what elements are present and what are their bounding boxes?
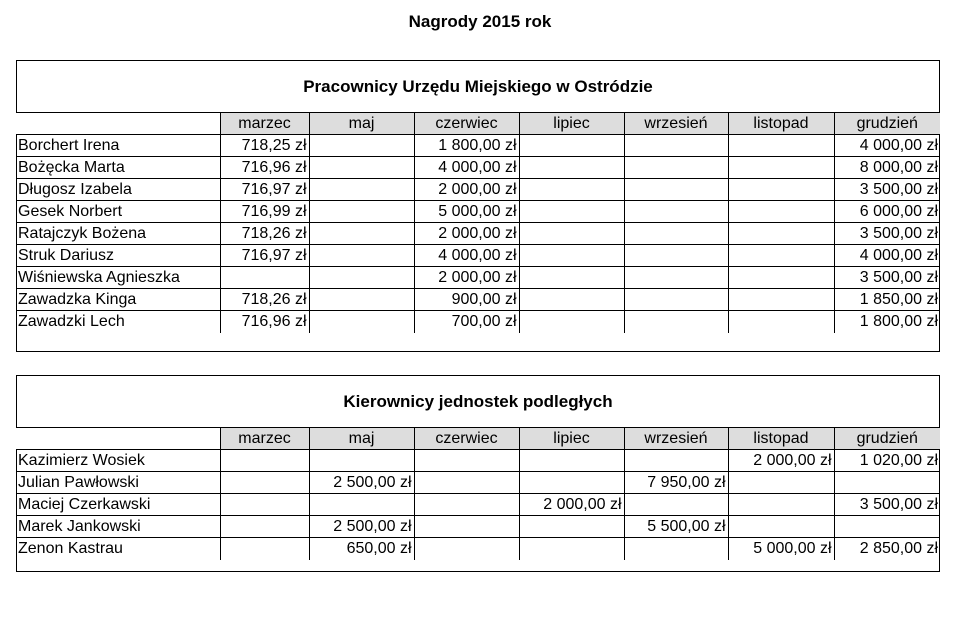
header-corner <box>16 113 220 135</box>
amount-cell <box>624 450 728 472</box>
amount-cell <box>519 450 624 472</box>
amount-cell <box>834 472 940 494</box>
column-header: maj <box>309 113 414 135</box>
amount-cell: 5 500,00 zł <box>624 516 728 538</box>
amount-cell: 8 000,00 zł <box>834 157 940 179</box>
amount-cell: 718,25 zł <box>220 135 309 157</box>
amount-cell: 718,26 zł <box>220 289 309 311</box>
table-row <box>16 538 940 560</box>
amount-cell <box>624 179 728 201</box>
column-header: listopad <box>728 113 834 135</box>
amount-cell <box>309 289 414 311</box>
amount-cell <box>728 516 834 538</box>
amount-cell: 7 950,00 zł <box>624 472 728 494</box>
table-row <box>16 179 940 201</box>
amount-cell <box>728 201 834 223</box>
column-header: listopad <box>728 428 834 450</box>
amount-cell: 3 500,00 zł <box>834 267 940 289</box>
amount-cell <box>624 494 728 516</box>
amount-cell: 3 500,00 zł <box>834 179 940 201</box>
amount-cell <box>728 289 834 311</box>
amount-cell: 718,26 zł <box>220 223 309 245</box>
amount-cell <box>309 494 414 516</box>
table-row <box>16 472 940 494</box>
column-header: wrzesień <box>624 113 728 135</box>
table-row <box>16 494 940 516</box>
amount-cell: 4 000,00 zł <box>414 157 519 179</box>
amount-cell: 6 000,00 zł <box>834 201 940 223</box>
column-header: wrzesień <box>624 428 728 450</box>
amount-cell <box>414 516 519 538</box>
person-name-cell: Struk Dariusz <box>16 245 220 267</box>
table-body <box>16 135 940 333</box>
amount-cell <box>519 179 624 201</box>
header-corner <box>16 428 220 450</box>
amount-cell <box>220 538 309 560</box>
amount-cell <box>624 311 728 333</box>
amount-cell <box>414 450 519 472</box>
header-row <box>16 428 940 450</box>
amount-cell <box>519 245 624 267</box>
section-title: Kierownicy jednostek podległych <box>343 392 613 411</box>
amount-cell: 2 000,00 zł <box>414 223 519 245</box>
table-row <box>16 201 940 223</box>
amount-cell <box>728 223 834 245</box>
amount-cell <box>624 538 728 560</box>
amount-cell: 716,97 zł <box>220 245 309 267</box>
amount-cell <box>624 245 728 267</box>
table-row <box>16 289 940 311</box>
amount-cell <box>220 494 309 516</box>
amount-cell: 700,00 zł <box>414 311 519 333</box>
amount-cell <box>624 201 728 223</box>
column-header: czerwiec <box>414 428 519 450</box>
amount-cell <box>220 472 309 494</box>
amount-cell <box>728 135 834 157</box>
amount-cell: 2 500,00 zł <box>309 516 414 538</box>
person-name-cell: Zenon Kastrau <box>16 538 220 560</box>
person-name-cell: Zawadzka Kinga <box>16 289 220 311</box>
column-header: marzec <box>220 113 309 135</box>
person-name-cell: Marek Jankowski <box>16 516 220 538</box>
amount-cell <box>309 245 414 267</box>
amount-cell <box>728 267 834 289</box>
column-header: grudzień <box>834 113 940 135</box>
amount-cell: 4 000,00 zł <box>834 245 940 267</box>
amount-cell <box>728 157 834 179</box>
amount-cell <box>414 494 519 516</box>
amount-cell: 2 000,00 zł <box>414 179 519 201</box>
amount-cell <box>519 201 624 223</box>
table-row <box>16 157 940 179</box>
header-row <box>16 113 940 135</box>
section-managers <box>16 375 940 572</box>
amount-cell: 2 850,00 zł <box>834 538 940 560</box>
amount-cell <box>728 472 834 494</box>
amount-cell: 900,00 zł <box>414 289 519 311</box>
amount-cell <box>309 179 414 201</box>
amount-cell: 650,00 zł <box>309 538 414 560</box>
person-name-cell: Gesek Norbert <box>16 201 220 223</box>
amount-cell <box>519 516 624 538</box>
table-row <box>16 516 940 538</box>
amount-cell <box>220 450 309 472</box>
amount-cell: 4 000,00 zł <box>414 245 519 267</box>
section-title: Pracownicy Urzędu Miejskiego w Ostródzie <box>303 77 653 96</box>
awards-table <box>16 112 940 333</box>
person-name-cell: Bożęcka Marta <box>16 157 220 179</box>
table-row <box>16 311 940 333</box>
amount-cell <box>309 450 414 472</box>
amount-cell <box>220 267 309 289</box>
amount-cell: 1 800,00 zł <box>414 135 519 157</box>
amount-cell <box>519 223 624 245</box>
amount-cell: 2 000,00 zł <box>414 267 519 289</box>
amount-cell <box>624 289 728 311</box>
amount-cell <box>220 516 309 538</box>
person-name-cell: Julian Pawłowski <box>16 472 220 494</box>
column-header: lipiec <box>519 113 624 135</box>
column-header: czerwiec <box>414 113 519 135</box>
amount-cell <box>728 245 834 267</box>
table-body <box>16 450 940 560</box>
amount-cell: 716,96 zł <box>220 157 309 179</box>
amount-cell: 716,96 zł <box>220 311 309 333</box>
person-name-cell: Zawadzki Lech <box>16 311 220 333</box>
table-row <box>16 135 940 157</box>
column-header: marzec <box>220 428 309 450</box>
column-header: grudzień <box>834 428 940 450</box>
amount-cell <box>728 494 834 516</box>
section-employees <box>16 60 940 352</box>
person-name-cell: Ratajczyk Bożena <box>16 223 220 245</box>
document-title: Nagrody 2015 rok <box>408 12 552 31</box>
table-row <box>16 223 940 245</box>
amount-cell: 2 500,00 zł <box>309 472 414 494</box>
amount-cell <box>519 135 624 157</box>
amount-cell <box>624 223 728 245</box>
table-row <box>16 267 940 289</box>
person-name-cell: Wiśniewska Agnieszka <box>16 267 220 289</box>
amount-cell <box>309 135 414 157</box>
amount-cell <box>519 538 624 560</box>
table-row <box>16 245 940 267</box>
amount-cell: 4 000,00 zł <box>834 135 940 157</box>
amount-cell <box>519 267 624 289</box>
amount-cell: 3 500,00 zł <box>834 223 940 245</box>
amount-cell <box>728 179 834 201</box>
amount-cell: 1 800,00 zł <box>834 311 940 333</box>
amount-cell <box>309 267 414 289</box>
amount-cell <box>309 201 414 223</box>
amount-cell: 1 020,00 zł <box>834 450 940 472</box>
amount-cell: 2 000,00 zł <box>519 494 624 516</box>
amount-cell: 5 000,00 zł <box>414 201 519 223</box>
amount-cell <box>414 472 519 494</box>
amount-cell <box>309 311 414 333</box>
amount-cell: 5 000,00 zł <box>728 538 834 560</box>
amount-cell <box>519 157 624 179</box>
amount-cell <box>624 267 728 289</box>
table-row <box>16 450 940 472</box>
amount-cell <box>624 157 728 179</box>
column-header: maj <box>309 428 414 450</box>
amount-cell <box>519 289 624 311</box>
amount-cell <box>519 311 624 333</box>
amount-cell <box>309 223 414 245</box>
column-header: lipiec <box>519 428 624 450</box>
amount-cell <box>414 538 519 560</box>
amount-cell: 3 500,00 zł <box>834 494 940 516</box>
person-name-cell: Długosz Izabela <box>16 179 220 201</box>
person-name-cell: Borchert Irena <box>16 135 220 157</box>
person-name-cell: Kazimierz Wosiek <box>16 450 220 472</box>
amount-cell <box>519 472 624 494</box>
amount-cell <box>728 311 834 333</box>
amount-cell <box>624 135 728 157</box>
awards-table <box>16 427 940 560</box>
person-name-cell: Maciej Czerkawski <box>16 494 220 516</box>
amount-cell <box>834 516 940 538</box>
amount-cell: 2 000,00 zł <box>728 450 834 472</box>
amount-cell <box>309 157 414 179</box>
amount-cell: 716,99 zł <box>220 201 309 223</box>
amount-cell: 1 850,00 zł <box>834 289 940 311</box>
amount-cell: 716,97 zł <box>220 179 309 201</box>
